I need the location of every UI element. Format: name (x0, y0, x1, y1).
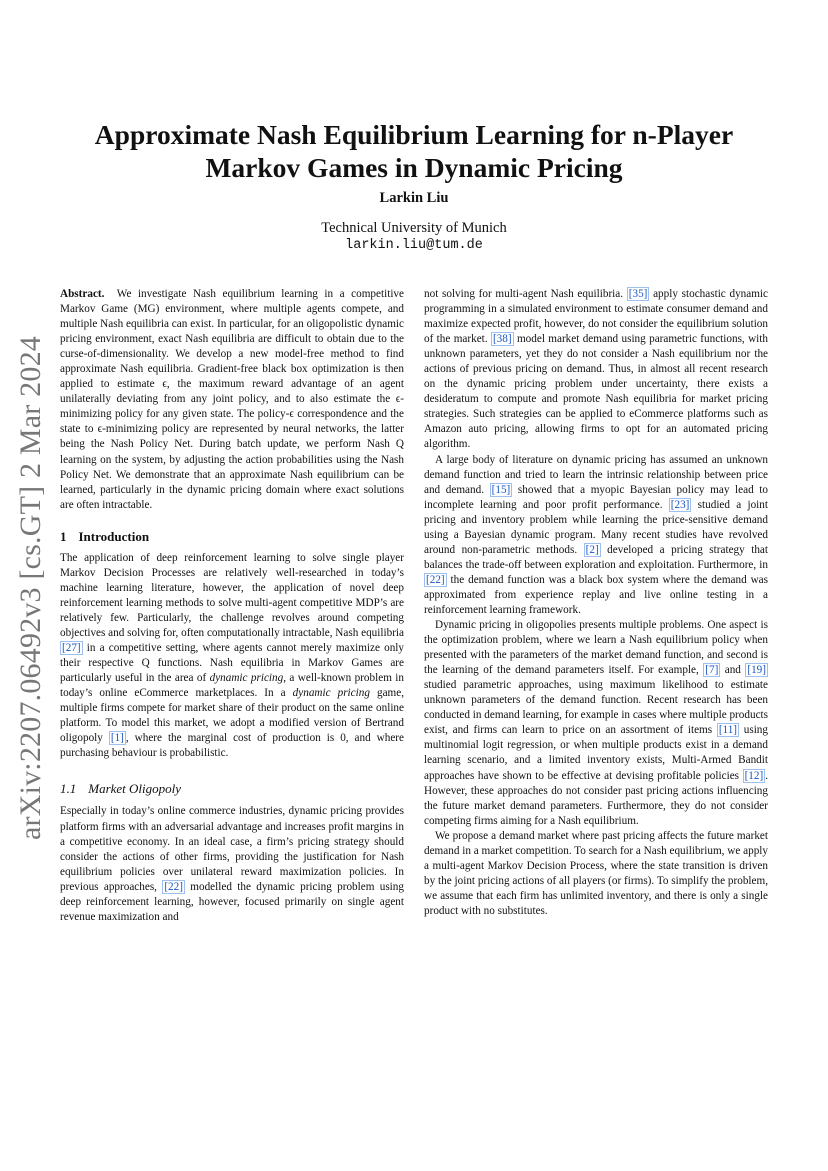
subsection-number: 1.1 (60, 781, 77, 797)
citation-link[interactable]: [1] (110, 732, 124, 745)
emphasis: dynamic pricing (292, 687, 370, 700)
text-run: and (720, 664, 746, 677)
right-paragraph-3 (424, 618, 768, 829)
text-run: studied parametric approaches, using maximum likelihood to estimate unknown parameters of the demand function. Recent research has been conducted in demand learning, for example in cases where multiple products exist, and firms can learn to price on an assortment of items (424, 679, 768, 737)
oligopoly-paragraph-1 (60, 804, 404, 924)
text-run: Especially in today’s online commerce industries, dynamic pricing provides platform firms with an adversarial advantage and increases profit margins in a competitive economy. In an ideal case, a firm’s pricing strategy should consider the actions of other firms, providing the justification for Nash equilibrium policies over unilateral reward maximization policies. In previous approaches, (60, 805, 404, 893)
text-run: The application of deep reinforcement learning to solve single player Markov Decision Processes are relatively well-researched in today’s machine learning literature, however, the application of novel deep reinforcement learning methods to solve multi-agent competitive MDP’s are relatively few. Particularly, the challenge revolves around competing objectives and solving for, often computationally intractable, Nash equilibria (60, 551, 404, 639)
text-run: in a competitive setting, where agents cannot merely maximize only their respective Q functions. Nash equilibria in Markov Games are particularly useful in the area of (60, 642, 404, 685)
section-number: 1 (60, 528, 67, 544)
text-run: A large body of literature on dynamic pricing has assumed an unknown demand function and tried to learn the intrinsic relationship between price and demand. (424, 453, 768, 496)
arxiv-identifier: arXiv:2207.06492v3 [cs.GT] 2 Mar 2024 (14, 336, 47, 840)
text-run: the demand function was a black box system where the demand was approximated from experience replay and live online testing in a reinforcement learning framework. (424, 573, 768, 616)
paper-title: Approximate Nash Equilibrium Learning for n-Player Markov Games in Dynamic Pricing (94, 119, 734, 183)
text-run: Dynamic pricing in oligopolies presents multiple problems. One aspect is the optimization problem, where we learn a Nash equilibrium policy when presented with the parameters of the market demand function, and second is the learning of the demand parameters itself. For example, (424, 619, 768, 677)
abstract (60, 287, 404, 513)
citation-link[interactable]: [23] (670, 498, 690, 511)
citation-link[interactable]: [15] (491, 483, 511, 496)
text-run: not solving for multi-agent Nash equilibria. (424, 288, 627, 300)
text-run: model market demand using parametric functions, with unknown parameters, yet they do not consider a Nash equilibrium nor the actions of previous pricing on demand. Thus, in almost all recent research on the dynamic pricing problem under uncertainty, there exists a desideratum to compute and promote Nash equilibria for market pricing strategies. Such strategies can be applied to eCommerce platforms such as Amazon auto pricing, allowing firms to opt for an automated pricing algorithm. (424, 333, 768, 451)
intro-paragraph-1 (60, 551, 404, 762)
text-run: showed that a myopic Bayesian policy may lead to incomplete learning and poor profit performance. (424, 483, 769, 511)
right-paragraph-1 (424, 287, 768, 453)
subsection-heading-market-oligopoly (60, 781, 404, 796)
text-run: apply stochastic dynamic programming in a simulated environment to estimate consumer demand and maximize expected profit, however, do not consider the equilibrium solution of the market. (424, 288, 768, 346)
text-run: . However, these approaches do not consider past pricing actions influencing the future market demand parameters. Furthermore, they do not consider competing firms aiming for a Nash equilibrium. (424, 769, 768, 827)
author-email[interactable]: larkin.liu@tum.de (345, 238, 483, 253)
text-run: using multinomial logit regression, or when multiple products exist in a demand learning scenario, and a limited inventory exists, Multi-Armed Bandit approaches have shown to be effective at devising profitable policies (424, 724, 768, 782)
citation-link[interactable]: [12] (744, 769, 764, 782)
citation-link[interactable]: [22] (164, 880, 183, 893)
text-run: modelled the dynamic pricing problem using deep reinforcement learning, however, focused primarily on single agent revenue maximization and (60, 880, 404, 923)
author-name: Larkin Liu (379, 190, 449, 206)
emphasis: dynamic pricing (209, 672, 284, 685)
subsection-title: Market Oligopoly (88, 781, 182, 797)
author-affiliation: Technical University of Munich (321, 220, 507, 236)
text-run: developed a pricing strategy that balances the trade-off between exploration and exploitation. Furthermore, in (424, 543, 768, 571)
section-title: Introduction (78, 528, 150, 544)
right-paragraph-2 (424, 453, 768, 619)
abstract-label: Abstract. (60, 288, 105, 300)
text-run: , where the marginal cost of production is 0, and where purchasing behaviour is probabilistic. (60, 732, 404, 760)
citation-link[interactable]: [11] (718, 724, 738, 737)
left-column (60, 287, 404, 925)
citation-link[interactable]: [35] (628, 288, 648, 300)
section-heading-introduction (60, 529, 404, 544)
citation-link[interactable]: [27] (62, 642, 81, 655)
citation-link[interactable]: [2] (585, 543, 599, 556)
text-run: studied a joint pricing and inventory problem while learning the price-sensitive demand using a Bayesian dynamic program. Many recent studies have revolved around non-parametric methods. (424, 498, 768, 556)
abstract-text: We investigate Nash equilibrium learning in a competitive Markov Game (MG) environment, where multiple agents compete, and multiple Nash equilibria can exist. In particular, for an oligopolistic dynamic pricing environment, exact Nash equilibria are difficult to obtain due to the curse-of-dimensionality. We develop a new model-free method to find approximate Nash equilibria. Gradient-free black box optimization is then applied to estimate ϵ, the maximum reward advantage of an agent unilaterally deviating from any joint policy, and to also estimate the ϵ-minimizing policy for any given state. The policy-ϵ correspondence and the state to ϵ-minimizing policy are represented by neural networks, the latter being the Nash Policy Net. During batch update, we perform Nash Q learning on the system, by adjusting the action probabilities using the Nash Policy Net. We demonstrate that an approximate Nash equilibrium can be learned, particularly in the dynamic pricing domain where exact solutions are often intractable. (60, 288, 404, 511)
citation-link[interactable]: [7] (705, 664, 719, 677)
right-paragraph-4: We propose a demand market where past pricing affects the future market demand in a market competition. To search for a Nash equilibrium, we apply a multi-agent Markov Decision Process, where the state transition is driven by the joint pricing actions of all players (or firms). To simplify the problem, we assume that each firm has unlimited inventory, and there is only a single product with no substitutes. (424, 829, 768, 917)
citation-link[interactable]: [19] (747, 664, 766, 677)
text-run: game, multiple firms compete for market share of their product on the same online platform. To model this market, we adopt a modified version of Bertrand oligopoly (60, 687, 405, 745)
text-run: , a well-known problem in today’s online eCommerce marketplaces. In a (60, 672, 404, 700)
citation-link[interactable]: [38] (492, 333, 512, 346)
right-column (424, 287, 768, 919)
citation-link[interactable]: [22] (426, 573, 445, 586)
